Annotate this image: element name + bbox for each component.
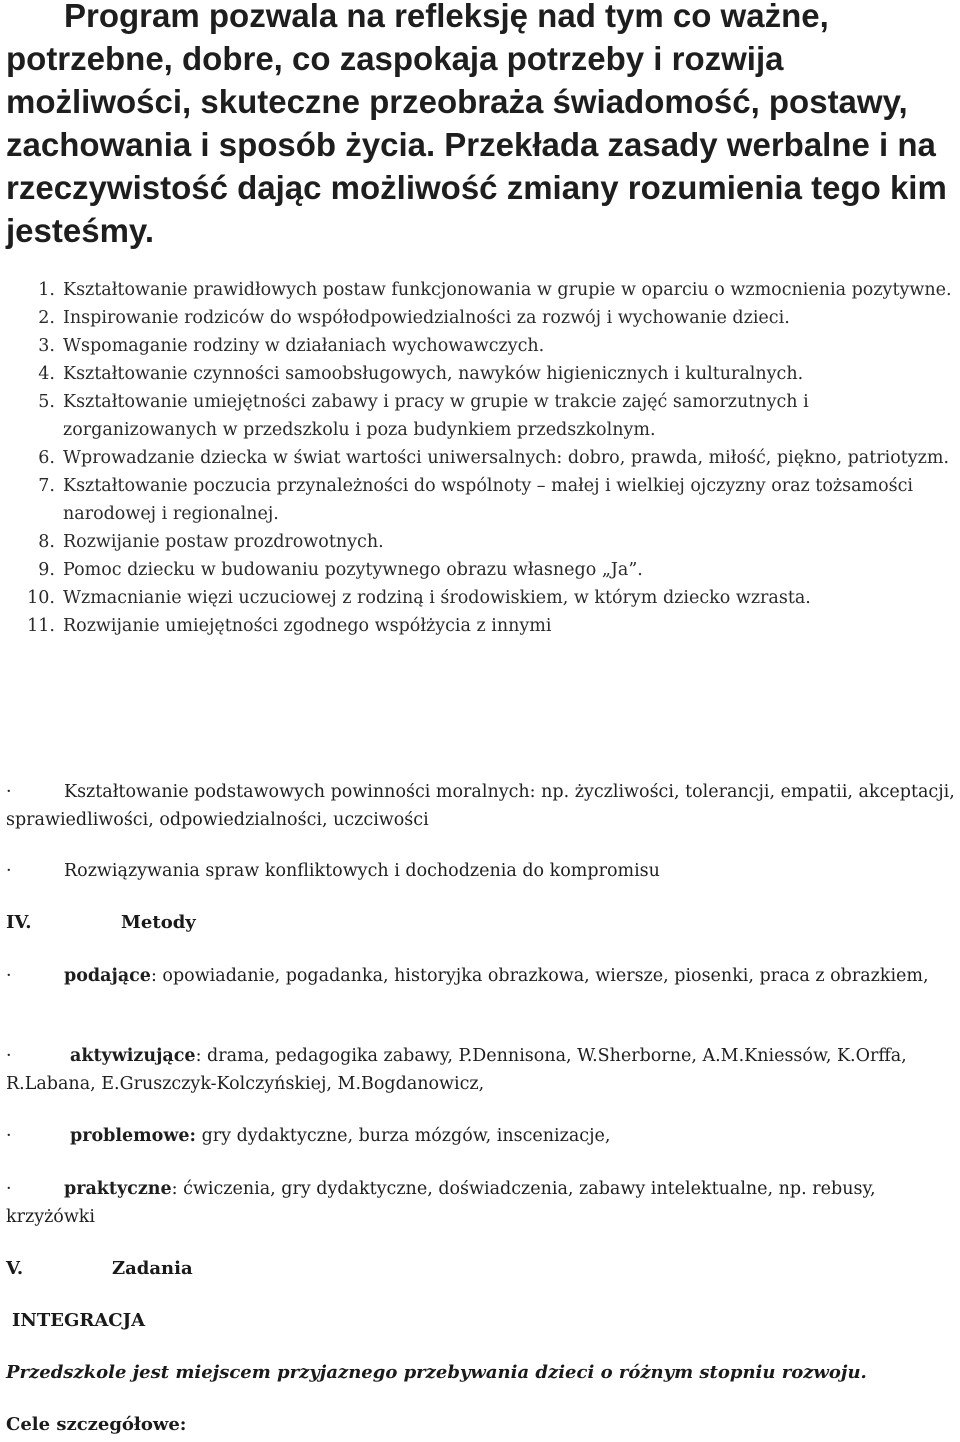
list-item <box>0 444 960 472</box>
item-number: 10. <box>27 588 55 608</box>
section-iv-heading <box>6 909 306 937</box>
section-v-heading <box>6 1255 306 1283</box>
method-label: podające <box>64 966 151 986</box>
item-text: Pomoc dziecku w budowaniu pozytywnego obrazu własnego „Ja”. <box>63 560 643 580</box>
bullet-mark: · <box>6 966 12 986</box>
goals-list <box>0 276 960 640</box>
list-item <box>0 304 960 332</box>
detailed-goals-heading: Cele szczegółowe: <box>6 1414 187 1435</box>
list-item <box>0 472 960 528</box>
method-label: aktywizujące <box>70 1046 196 1066</box>
item-number: 9. <box>38 560 55 580</box>
bullet-mark: · <box>6 1046 12 1066</box>
method-text: gry dydaktyczne, burza mózgów, inscenizacje, <box>196 1126 611 1146</box>
list-item <box>0 584 960 612</box>
motto: Przedszkole jest miejscem przyjaznego przebywania dzieci o różnym stopniu rozwoju. <box>6 1362 867 1383</box>
bullet-text: Rozwiązywania spraw konfliktowych i dochodzenia do kompromisu <box>64 861 660 881</box>
list-item <box>0 556 960 584</box>
method-bullet <box>6 1122 956 1150</box>
item-number: 4. <box>38 364 55 384</box>
bullet-mark: · <box>6 1126 12 1146</box>
item-number: 8. <box>38 532 55 552</box>
item-text: Wprowadzanie dziecka w świat wartości uniwersalnych: dobro, prawda, miłość, piękno, patriotyzm. <box>63 448 950 468</box>
item-text: Wspomaganie rodziny w działaniach wychowawczych. <box>63 336 545 356</box>
method-label: praktyczne <box>64 1179 172 1199</box>
section-number: IV. <box>6 912 32 933</box>
method-text: drama, pedagogika zabawy, P.Dennisona, W.Sherborne, A.M.Kniessów, K.Orffa, R.Labana, E.Gruszczyk-Kolczyńskiej, M.Bogdanowicz, <box>6 1046 907 1094</box>
item-text: Rozwijanie postaw prozdrowotnych. <box>63 532 384 552</box>
list-item <box>0 388 960 444</box>
section-title: Metody <box>121 912 196 933</box>
item-text: Wzmacnianie więzi uczuciowej z rodziną i środowiskiem, w którym dziecko wzrasta. <box>63 588 811 608</box>
item-number: 2. <box>38 308 55 328</box>
list-item <box>0 276 960 304</box>
item-number: 6. <box>38 448 55 468</box>
method-text: ćwiczenia, gry dydaktyczne, doświadczenia, zabawy intelektualne, np. rebusy, krzyżówki <box>6 1179 876 1227</box>
method-separator: : <box>150 966 157 986</box>
method-separator: : <box>195 1046 202 1066</box>
bullet-mark: · <box>6 861 12 881</box>
moral-duties-bullet <box>6 778 956 834</box>
integration-heading: INTEGRACJA <box>12 1310 146 1331</box>
item-text: Kształtowanie umiejętności zabawy i pracy w grupie w trakcie zajęć samorzutnych i zorganizowanych w przedszkolu i poza budynkiem przedszkolnym. <box>63 392 809 440</box>
method-label: problemowe: <box>70 1126 196 1146</box>
list-item <box>0 612 960 640</box>
list-item <box>0 360 960 388</box>
item-number: 3. <box>38 336 55 356</box>
item-number: 7. <box>38 476 55 496</box>
item-text: Kształtowanie poczucia przynależności do wspólnoty – małej i wielkiej ojczyzny oraz tożsamości narodowej i regionalnej. <box>63 476 914 524</box>
item-text: Kształtowanie prawidłowych postaw funkcjonowania w grupie w oparciu o wzmocnienia pozytywne. <box>63 280 952 300</box>
method-bullet <box>6 1042 956 1098</box>
section-number: V. <box>6 1258 24 1279</box>
bullet-mark: · <box>6 782 12 802</box>
item-text: Kształtowanie czynności samoobsługowych, nawyków higienicznych i kulturalnych. <box>63 364 804 384</box>
method-separator: : <box>171 1179 178 1199</box>
method-bullet <box>6 962 956 990</box>
item-number: 11. <box>27 616 55 636</box>
item-text: Inspirowanie rodziców do współodpowiedzialności za rozwój i wychowanie dzieci. <box>63 308 790 328</box>
bullet-mark: · <box>6 1179 12 1199</box>
conflict-resolution-bullet <box>6 857 956 885</box>
item-number: 1. <box>38 280 55 300</box>
bullet-text: Kształtowanie podstawowych powinności moralnych: np. życzliwości, tolerancji, empatii, akceptacji, sprawiedliwości, odpowiedzialności, uczciwości <box>6 782 955 830</box>
intro-paragraph: Program pozwala na refleksję nad tym co ważne, potrzebne, dobre, co zaspokaja potrzeby i rozwija możliwości, skuteczne przeobraża świadomość, postawy, zachowania i sposób życia. Przekłada zasady werbalne i na rzeczywistość dając możliwość zmiany rozumienia tego kim jesteśmy. <box>6 0 947 249</box>
method-bullet <box>6 1175 956 1231</box>
item-number: 5. <box>38 392 55 412</box>
list-item <box>0 332 960 360</box>
item-text: Rozwijanie umiejętności zgodnego współżycia z innymi <box>63 616 552 636</box>
section-title: Zadania <box>112 1258 193 1279</box>
method-text: opowiadanie, pogadanka, historyjka obrazkowa, wiersze, piosenki, praca z obrazkiem, <box>156 966 929 986</box>
list-item <box>0 528 960 556</box>
